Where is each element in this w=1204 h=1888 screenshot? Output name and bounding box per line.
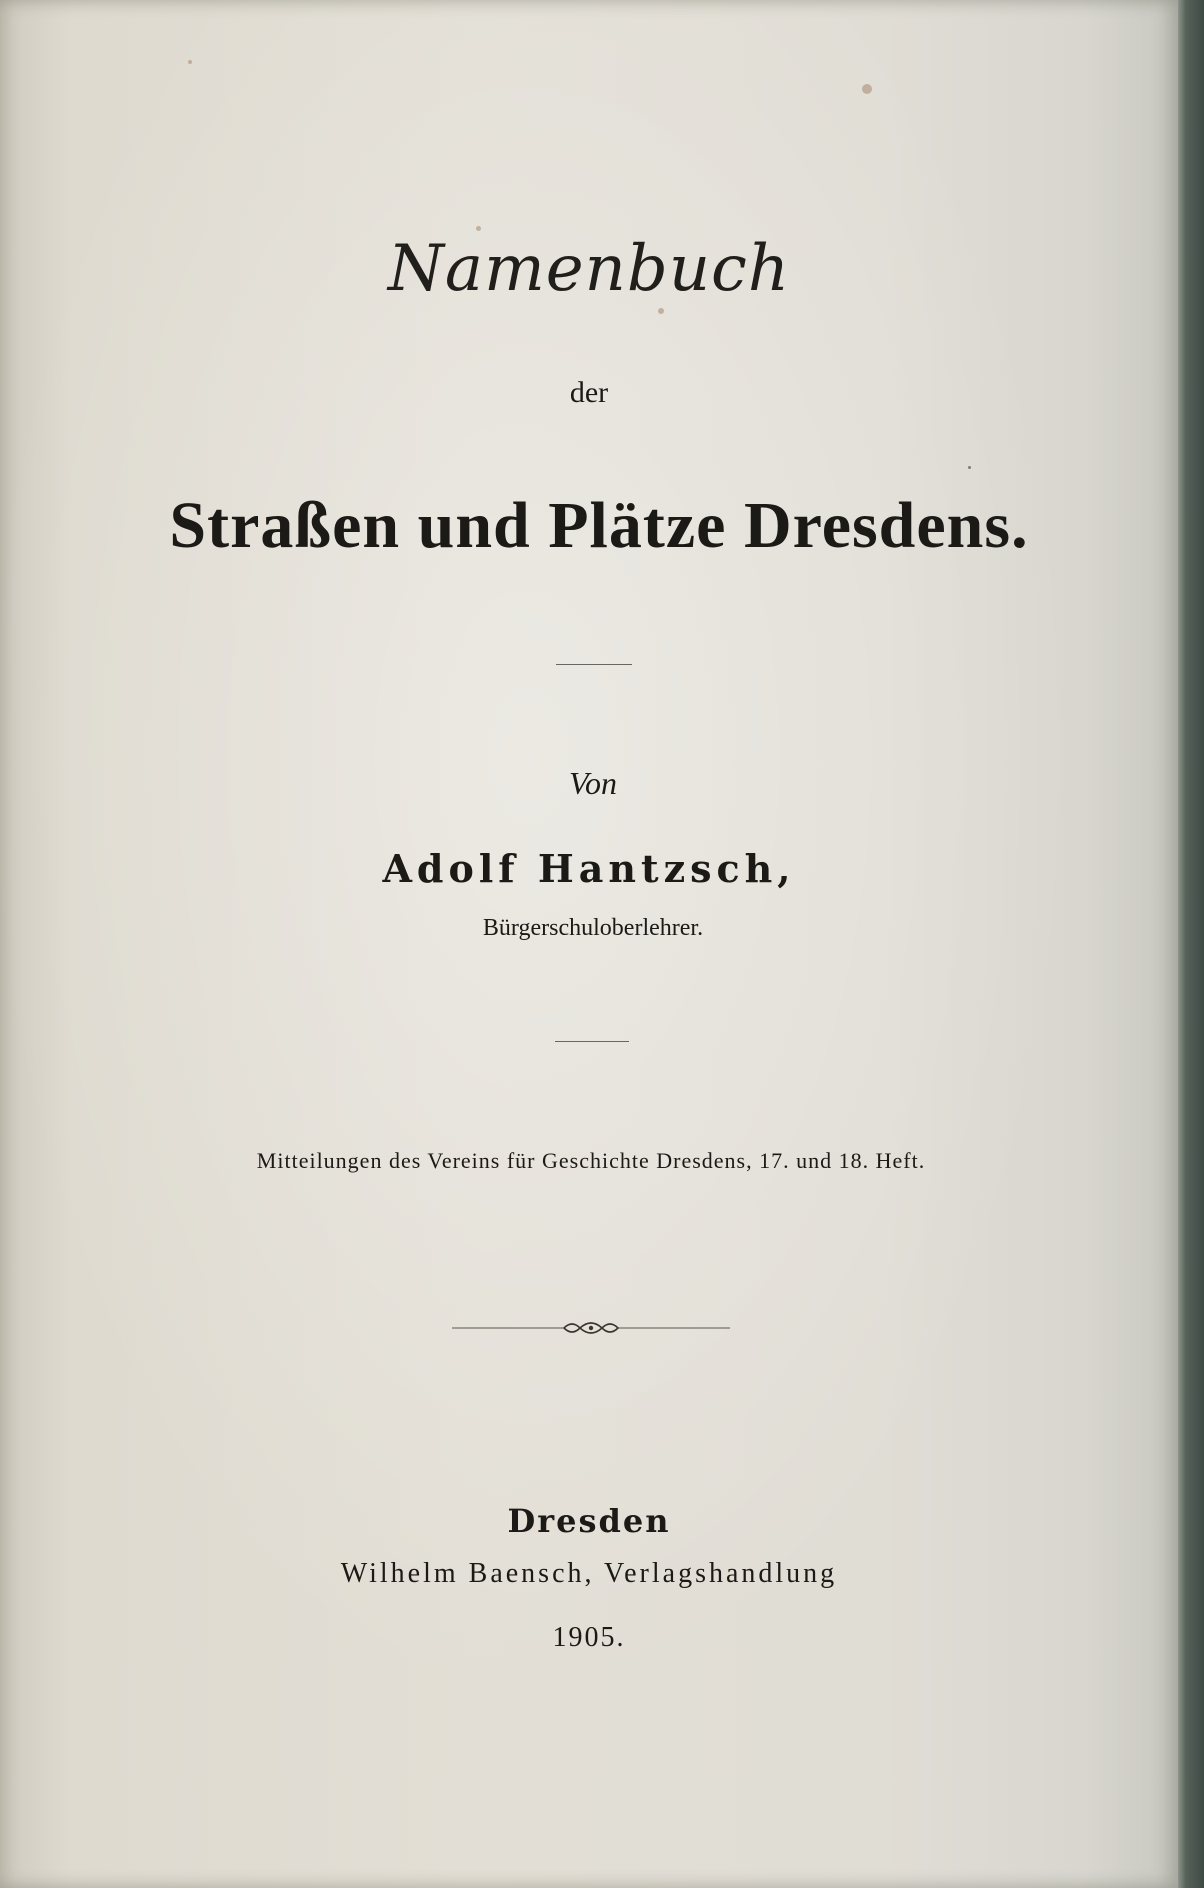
paper-speck [968,466,971,469]
divider-rule [555,1041,629,1042]
title-connector: der [569,376,609,409]
ornament-divider [452,1318,730,1338]
publication-year: 1905. [552,1622,626,1653]
author-name: Adolf Hantzsch, [382,846,796,891]
book-subtitle: Straßen und Plätze Dresdens. [169,489,1029,562]
paper-speck [658,308,664,314]
paper-speck [862,84,872,94]
paper-speck [188,60,192,64]
book-edge [1178,0,1204,1888]
publisher-name: Wilhelm Baensch, Verlagshandlung [340,1558,838,1589]
author-profession: Bürgerschuloberlehrer. [482,915,704,941]
book-title: Namenbuch [387,232,791,306]
publication-place: Dresden [507,1502,671,1540]
divider-rule [556,664,632,665]
byline-prefix: Von [569,765,617,801]
series-note: Mitteilungen des Vereins für Geschichte Dresdens, 17. und 18. Heft. [256,1148,926,1173]
paper-speck [476,226,481,231]
